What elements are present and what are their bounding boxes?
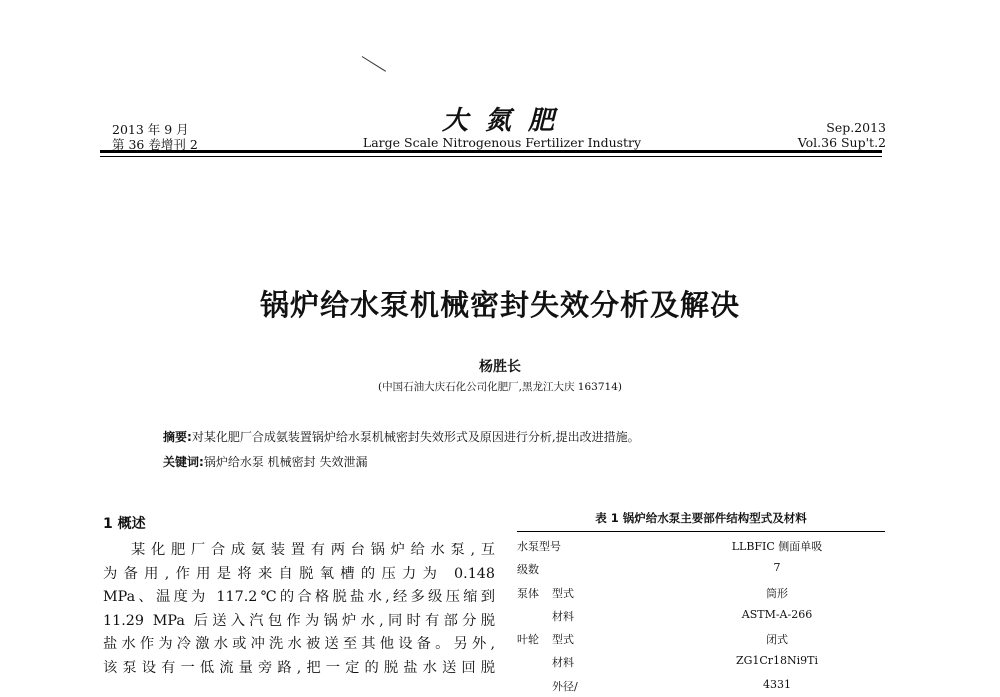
journal-logo: 大 氮 肥	[441, 106, 559, 136]
keywords-label: 关键词:	[163, 455, 204, 469]
article-title: 锅炉给水泵机械密封失效分析及解决	[259, 288, 740, 322]
header-rule-thin	[100, 156, 882, 157]
body-line: 盐水作为冷激水或冲洗水被送至其他设备。另外,	[103, 636, 495, 652]
table-row	[517, 674, 885, 697]
table-cell: 外径/	[552, 679, 578, 693]
abstract-text: 对某化肥厂合成氨装置锅炉给水泵机械密封失效形式及原因进行分析,提出改进措施。	[191, 430, 640, 444]
section-heading: 1 概述	[103, 516, 146, 532]
table-cell: 7	[773, 561, 781, 575]
table-cell: 型式	[552, 586, 574, 600]
scan-mark	[362, 56, 386, 72]
body-line: 为备用,作用是将来自脱氧槽的压力为 0.148	[103, 565, 495, 582]
table-cell: 水泵型号	[517, 540, 561, 553]
table-cell: 叶轮	[517, 633, 539, 647]
article-affiliation: (中国石油大庆石化公司化肥厂,黑龙江大庆 163714)	[378, 381, 622, 393]
table-cell: 型式	[552, 633, 574, 647]
header-date-en: Sep.2013	[826, 120, 886, 135]
table-cell: 材料	[552, 609, 574, 623]
table-row	[517, 627, 885, 650]
table-cell: 4331	[763, 677, 791, 691]
article-author: 杨胜长	[479, 359, 521, 375]
header-rule-thick	[100, 150, 882, 153]
header-date-cn: 2013 年 9 月	[112, 122, 189, 137]
header-volume-cn: 第 36 卷增刊 2	[112, 137, 198, 152]
table-row	[517, 581, 885, 604]
table-row	[517, 534, 885, 557]
table-cell: LLBFIC 侧面单吸	[731, 540, 823, 553]
header-volume-en: Vol.36 Sup't.2	[797, 135, 886, 150]
journal-name-en: Large Scale Nitrogenous Fertilizer Industry	[362, 135, 642, 150]
table-top-rule	[517, 531, 885, 532]
table-1	[517, 534, 885, 697]
table-cell: 材料	[552, 656, 574, 670]
table-caption: 表 1 锅炉给水泵主要部件结构型式及材料	[595, 511, 807, 525]
table-cell: ASTM-A-266	[741, 607, 813, 621]
body-line: 11.29 MPa 后送入汽包作为锅炉水,同时有部分脱	[103, 612, 495, 629]
table-cell: 筒形	[766, 586, 788, 600]
table-cell: ZG1Cr18Ni9Ti	[735, 654, 819, 668]
table-row	[517, 557, 885, 580]
table-row	[517, 604, 885, 627]
table-cell: 级数	[517, 563, 539, 577]
abstract-label: 摘要:	[163, 430, 192, 444]
keywords	[163, 453, 367, 470]
abstract	[163, 428, 640, 445]
table-cell: 闭式	[766, 633, 788, 647]
table-row	[517, 650, 885, 673]
body-line: 某化肥厂合成氨装置有两台锅炉给水泵,互	[131, 542, 495, 558]
header-right	[798, 120, 886, 150]
body-line: MPa、温度为 117.2℃的合格脱盐水,经多级压缩到	[103, 589, 495, 605]
keywords-text: 锅炉给水泵 机械密封 失效泄漏	[203, 455, 368, 469]
body-line: 该泵设有一低流量旁路,把一定的脱盐水送回脱	[103, 659, 495, 676]
table-cell: 泵体	[517, 586, 539, 600]
section-body	[103, 539, 495, 680]
